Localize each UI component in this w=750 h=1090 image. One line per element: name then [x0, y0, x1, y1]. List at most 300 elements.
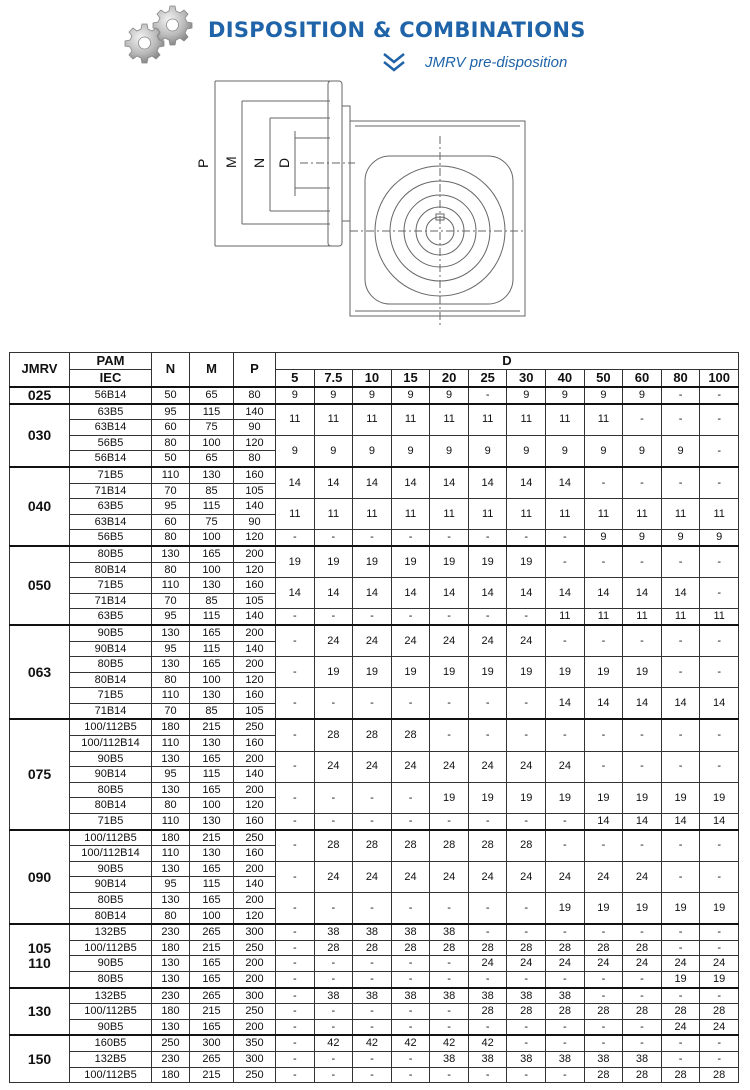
n-cell: 130 — [152, 782, 190, 798]
table-row — [10, 924, 739, 940]
d-value-cell: 11 — [430, 499, 469, 530]
d-value-cell: 11 — [584, 499, 623, 530]
d-value-cell: 28 — [468, 940, 507, 956]
d-value-cell: 28 — [700, 1067, 739, 1083]
d-value-cell: - — [623, 988, 662, 1004]
d-value-cell: - — [353, 1019, 392, 1035]
d-value-cell: - — [353, 530, 392, 546]
d-value-cell: - — [584, 830, 623, 862]
p-cell: 120 — [234, 798, 276, 814]
d-value-cell: 19 — [468, 782, 507, 813]
iec-cell: 100/112B14 — [70, 846, 152, 862]
d-value-cell: 24 — [314, 751, 353, 782]
d-value-cell: - — [468, 924, 507, 940]
d-value-cell: 19 — [700, 782, 739, 813]
d-value-cell: 28 — [700, 1004, 739, 1020]
p-cell: 105 — [234, 593, 276, 609]
d-value-cell: - — [507, 814, 546, 830]
d-value-cell: 14 — [661, 578, 700, 609]
d-value-cell: 19 — [430, 546, 469, 578]
d-value-cell: 19 — [546, 893, 585, 925]
m-cell: 115 — [190, 404, 234, 420]
n-cell: 60 — [152, 514, 190, 530]
d-value-cell: 24 — [584, 861, 623, 892]
dim-p-label: P — [195, 158, 211, 168]
iec-cell: 100/112B5 — [70, 1067, 152, 1083]
d-value-cell: 9 — [507, 387, 546, 404]
d-value-cell: 9 — [507, 435, 546, 467]
d-value-cell: 19 — [661, 893, 700, 925]
d-value-cell: 24 — [546, 751, 585, 782]
table-row — [10, 861, 739, 877]
d-value-cell: 19 — [507, 546, 546, 578]
n-cell: 250 — [152, 1035, 190, 1051]
d-value-cell: 28 — [507, 830, 546, 862]
n-cell: 95 — [152, 877, 190, 893]
d-value-cell: 19 — [430, 782, 469, 813]
p-cell: 140 — [234, 609, 276, 625]
d-value-cell: - — [314, 688, 353, 720]
iec-cell: 56B5 — [70, 435, 152, 451]
d-value-cell: 9 — [700, 530, 739, 546]
d-value-cell: 24 — [546, 956, 585, 972]
d-value-cell: - — [546, 924, 585, 940]
d-value-cell: 9 — [584, 387, 623, 404]
d-value-cell: 11 — [507, 404, 546, 436]
d-value-cell: - — [546, 1035, 585, 1051]
m-cell: 75 — [190, 514, 234, 530]
p-cell: 120 — [234, 530, 276, 546]
d-value-cell: - — [430, 1019, 469, 1035]
jmrv-size-cell: 090 — [10, 830, 70, 925]
iec-cell: 90B5 — [70, 956, 152, 972]
m-cell: 100 — [190, 672, 234, 688]
m-cell: 165 — [190, 751, 234, 767]
col-p: P — [234, 353, 276, 388]
d-value-cell: 11 — [468, 404, 507, 436]
iec-cell: 63B14 — [70, 514, 152, 530]
d-value-cell: 24 — [546, 861, 585, 892]
d-value-cell: 14 — [276, 578, 315, 609]
d-value-cell: - — [430, 893, 469, 925]
d-value-cell: 14 — [507, 467, 546, 499]
d-value-cell: - — [314, 1004, 353, 1020]
d-value-cell: - — [661, 861, 700, 892]
d-value-cell: - — [661, 387, 700, 404]
d-header-cell: 50 — [584, 370, 623, 388]
m-cell: 130 — [190, 578, 234, 594]
d-value-cell: - — [276, 625, 315, 657]
d-value-cell: 11 — [353, 404, 392, 436]
d-value-cell: - — [430, 719, 469, 751]
m-cell: 115 — [190, 499, 234, 515]
n-cell: 80 — [152, 435, 190, 451]
d-value-cell: - — [276, 940, 315, 956]
d-value-cell: 11 — [546, 609, 585, 625]
d-header-cell: 100 — [700, 370, 739, 388]
table-row — [10, 830, 739, 846]
d-value-cell: - — [276, 657, 315, 688]
d-value-cell: - — [314, 814, 353, 830]
iec-cell: 63B5 — [70, 499, 152, 515]
d-value-cell: - — [700, 940, 739, 956]
n-cell: 80 — [152, 908, 190, 924]
col-iec: IEC — [70, 370, 152, 388]
d-value-cell: 11 — [584, 609, 623, 625]
m-cell: 130 — [190, 736, 234, 752]
d-value-cell: 14 — [700, 814, 739, 830]
p-cell: 120 — [234, 908, 276, 924]
table-row — [10, 546, 739, 562]
p-cell: 200 — [234, 546, 276, 562]
table-row — [10, 1004, 739, 1020]
d-value-cell: 38 — [391, 924, 430, 940]
jmrv-size-cell: 075 — [10, 719, 70, 829]
iec-cell: 80B5 — [70, 971, 152, 987]
d-value-cell: - — [391, 688, 430, 720]
d-value-cell: - — [353, 971, 392, 987]
d-value-cell: - — [276, 971, 315, 987]
iec-cell: 56B5 — [70, 530, 152, 546]
d-value-cell: 19 — [353, 546, 392, 578]
dim-n-label: N — [251, 157, 267, 168]
d-value-cell: 9 — [661, 435, 700, 467]
d-value-cell: - — [623, 924, 662, 940]
p-cell: 160 — [234, 688, 276, 704]
d-value-cell: 42 — [468, 1035, 507, 1051]
iec-cell: 80B5 — [70, 782, 152, 798]
d-value-cell: 14 — [468, 578, 507, 609]
p-cell: 200 — [234, 751, 276, 767]
m-cell: 265 — [190, 924, 234, 940]
d-value-cell: - — [661, 751, 700, 782]
d-value-cell: - — [661, 719, 700, 751]
p-cell: 350 — [234, 1035, 276, 1051]
d-value-cell: - — [276, 861, 315, 892]
d-value-cell: 28 — [314, 830, 353, 862]
d-value-cell: 19 — [276, 546, 315, 578]
d-value-cell: 28 — [353, 719, 392, 751]
d-value-cell: 38 — [314, 924, 353, 940]
table-row — [10, 814, 739, 830]
iec-cell: 80B14 — [70, 562, 152, 578]
d-value-cell: - — [700, 404, 739, 436]
m-cell: 215 — [190, 719, 234, 735]
d-value-cell: - — [276, 988, 315, 1004]
d-value-cell: 19 — [623, 782, 662, 813]
m-cell: 165 — [190, 657, 234, 673]
n-cell: 110 — [152, 736, 190, 752]
table-row — [10, 657, 739, 673]
iec-cell: 90B5 — [70, 861, 152, 877]
table-row — [10, 1035, 739, 1051]
d-value-cell: 24 — [353, 625, 392, 657]
n-cell: 130 — [152, 861, 190, 877]
n-cell: 80 — [152, 798, 190, 814]
d-value-cell: - — [700, 988, 739, 1004]
d-value-cell: - — [507, 924, 546, 940]
d-value-cell: 9 — [276, 387, 315, 404]
p-cell: 140 — [234, 641, 276, 657]
d-value-cell: 14 — [546, 578, 585, 609]
d-value-cell: 9 — [623, 387, 662, 404]
n-cell: 230 — [152, 1051, 190, 1067]
m-cell: 115 — [190, 767, 234, 783]
m-cell: 65 — [190, 387, 234, 404]
m-cell: 115 — [190, 641, 234, 657]
col-pam: PAM — [70, 353, 152, 370]
m-cell: 130 — [190, 846, 234, 862]
d-value-cell: - — [353, 609, 392, 625]
p-cell: 200 — [234, 657, 276, 673]
d-value-cell: - — [430, 530, 469, 546]
d-value-cell: 19 — [468, 546, 507, 578]
d-value-cell: 14 — [584, 814, 623, 830]
d-header-cell: 7.5 — [314, 370, 353, 388]
col-d: D — [276, 353, 739, 370]
n-cell: 130 — [152, 1019, 190, 1035]
d-value-cell: 19 — [584, 657, 623, 688]
p-cell: 300 — [234, 924, 276, 940]
d-value-cell: - — [507, 1067, 546, 1083]
iec-cell: 80B5 — [70, 893, 152, 909]
d-value-cell: 24 — [507, 956, 546, 972]
p-cell: 160 — [234, 846, 276, 862]
d-value-cell: - — [276, 1035, 315, 1051]
d-value-cell: - — [700, 861, 739, 892]
d-value-cell: 28 — [546, 940, 585, 956]
d-value-cell: 9 — [546, 387, 585, 404]
d-value-cell: 24 — [430, 751, 469, 782]
d-header-cell: 10 — [353, 370, 392, 388]
d-value-cell: 11 — [430, 404, 469, 436]
table-row — [10, 404, 739, 420]
d-value-cell: - — [276, 893, 315, 925]
p-cell: 120 — [234, 672, 276, 688]
d-value-cell: - — [584, 1035, 623, 1051]
m-cell: 265 — [190, 1051, 234, 1067]
d-value-cell: - — [468, 1067, 507, 1083]
d-value-cell: 24 — [391, 625, 430, 657]
d-value-cell: - — [546, 971, 585, 987]
d-value-cell: - — [700, 1051, 739, 1067]
m-cell: 165 — [190, 861, 234, 877]
d-value-cell: 19 — [584, 893, 623, 925]
d-value-cell: 19 — [700, 893, 739, 925]
d-value-cell: 14 — [584, 578, 623, 609]
dim-d-label: D — [276, 157, 292, 168]
m-cell: 100 — [190, 798, 234, 814]
d-value-cell: 9 — [391, 435, 430, 467]
d-value-cell: 38 — [468, 988, 507, 1004]
m-cell: 165 — [190, 956, 234, 972]
d-value-cell: 14 — [468, 467, 507, 499]
d-value-cell: 38 — [546, 1051, 585, 1067]
d-value-cell: 9 — [546, 435, 585, 467]
table-row — [10, 893, 739, 909]
d-value-cell: 11 — [314, 499, 353, 530]
d-value-cell: 19 — [314, 546, 353, 578]
p-cell: 90 — [234, 420, 276, 436]
d-value-cell: 28 — [546, 1004, 585, 1020]
d-value-cell: 14 — [546, 467, 585, 499]
d-value-cell: - — [430, 609, 469, 625]
d-value-cell: 11 — [623, 499, 662, 530]
d-value-cell: - — [468, 1019, 507, 1035]
d-value-cell: 19 — [430, 657, 469, 688]
d-value-cell: - — [391, 1067, 430, 1083]
m-cell: 115 — [190, 609, 234, 625]
d-value-cell: 38 — [430, 1051, 469, 1067]
m-cell: 85 — [190, 483, 234, 499]
m-cell: 300 — [190, 1035, 234, 1051]
d-value-cell: - — [353, 1051, 392, 1067]
d-value-cell: - — [276, 830, 315, 862]
d-value-cell: 9 — [623, 435, 662, 467]
d-value-cell: 38 — [507, 988, 546, 1004]
d-value-cell: - — [700, 924, 739, 940]
p-cell: 200 — [234, 1019, 276, 1035]
iec-cell: 80B14 — [70, 908, 152, 924]
d-value-cell: 14 — [700, 688, 739, 720]
d-value-cell: - — [276, 1004, 315, 1020]
d-value-cell: 14 — [276, 467, 315, 499]
d-value-cell: 28 — [661, 1067, 700, 1083]
p-cell: 250 — [234, 1004, 276, 1020]
d-value-cell: - — [314, 782, 353, 813]
d-value-cell: - — [623, 625, 662, 657]
d-value-cell: 11 — [276, 404, 315, 436]
d-value-cell: 19 — [391, 546, 430, 578]
d-value-cell: 42 — [430, 1035, 469, 1051]
iec-cell: 90B5 — [70, 1019, 152, 1035]
d-value-cell: - — [276, 719, 315, 751]
d-value-cell: 11 — [314, 404, 353, 436]
d-value-cell: - — [276, 956, 315, 972]
n-cell: 50 — [152, 451, 190, 467]
d-value-cell: 19 — [623, 893, 662, 925]
d-value-cell: 28 — [430, 940, 469, 956]
p-cell: 300 — [234, 1051, 276, 1067]
d-value-cell: - — [391, 1019, 430, 1035]
d-value-cell: 9 — [276, 435, 315, 467]
d-value-cell: - — [584, 625, 623, 657]
d-value-cell: 24 — [584, 956, 623, 972]
p-cell: 250 — [234, 830, 276, 846]
d-value-cell: - — [276, 530, 315, 546]
d-value-cell: 38 — [584, 1051, 623, 1067]
iec-cell: 71B5 — [70, 814, 152, 830]
d-value-cell: 28 — [507, 1004, 546, 1020]
n-cell: 80 — [152, 672, 190, 688]
d-value-cell: - — [584, 988, 623, 1004]
d-value-cell: 11 — [391, 404, 430, 436]
n-cell: 95 — [152, 641, 190, 657]
table-row — [10, 1019, 739, 1035]
d-value-cell: - — [584, 546, 623, 578]
m-cell: 215 — [190, 830, 234, 846]
d-value-cell: 14 — [623, 578, 662, 609]
n-cell: 80 — [152, 562, 190, 578]
gears-icon — [120, 2, 198, 64]
iec-cell: 80B14 — [70, 798, 152, 814]
n-cell: 180 — [152, 830, 190, 846]
table-row — [10, 609, 739, 625]
d-value-cell: 38 — [391, 988, 430, 1004]
d-value-cell: 24 — [700, 1019, 739, 1035]
col-n: N — [152, 353, 190, 388]
d-value-cell: - — [661, 404, 700, 436]
d-value-cell: 14 — [661, 688, 700, 720]
n-cell: 70 — [152, 483, 190, 499]
d-header-cell: 5 — [276, 370, 315, 388]
d-value-cell: - — [468, 387, 507, 404]
d-value-cell: - — [314, 530, 353, 546]
d-value-cell: 11 — [546, 404, 585, 436]
d-value-cell: 9 — [584, 530, 623, 546]
d-value-cell: 42 — [391, 1035, 430, 1051]
m-cell: 215 — [190, 940, 234, 956]
d-value-cell: 14 — [661, 814, 700, 830]
jmrv-size-cell: 105 110 — [10, 924, 70, 987]
table-row — [10, 971, 739, 987]
iec-cell: 71B5 — [70, 688, 152, 704]
p-cell: 140 — [234, 499, 276, 515]
d-value-cell: - — [661, 1051, 700, 1067]
d-value-cell: - — [661, 1035, 700, 1051]
p-cell: 80 — [234, 387, 276, 404]
n-cell: 60 — [152, 420, 190, 436]
d-value-cell: - — [430, 1067, 469, 1083]
d-value-cell: 42 — [314, 1035, 353, 1051]
d-value-cell: - — [391, 956, 430, 972]
m-cell: 85 — [190, 593, 234, 609]
n-cell: 95 — [152, 767, 190, 783]
d-value-cell: - — [353, 782, 392, 813]
m-cell: 165 — [190, 1019, 234, 1035]
table-row — [10, 940, 739, 956]
m-cell: 215 — [190, 1004, 234, 1020]
p-cell: 200 — [234, 625, 276, 641]
jmrv-size-cell: 130 — [10, 988, 70, 1036]
p-cell: 250 — [234, 1067, 276, 1083]
table-row — [10, 530, 739, 546]
d-value-cell: 9 — [353, 435, 392, 467]
d-value-cell: - — [584, 971, 623, 987]
d-value-cell: - — [468, 688, 507, 720]
n-cell: 180 — [152, 719, 190, 735]
iec-cell: 80B14 — [70, 672, 152, 688]
m-cell: 215 — [190, 1067, 234, 1083]
d-value-cell: 19 — [661, 971, 700, 987]
m-cell: 165 — [190, 546, 234, 562]
d-value-cell: 9 — [468, 435, 507, 467]
n-cell: 110 — [152, 846, 190, 862]
p-cell: 140 — [234, 404, 276, 420]
d-value-cell: - — [623, 719, 662, 751]
table-row — [10, 387, 739, 404]
d-value-cell: - — [661, 830, 700, 862]
page-header — [0, 0, 750, 80]
d-value-cell: - — [507, 609, 546, 625]
d-value-cell: - — [468, 530, 507, 546]
d-value-cell: 28 — [353, 830, 392, 862]
d-value-cell: 28 — [468, 830, 507, 862]
n-cell: 50 — [152, 387, 190, 404]
d-value-cell: - — [700, 546, 739, 578]
d-value-cell: 11 — [700, 499, 739, 530]
d-value-cell: 11 — [661, 609, 700, 625]
